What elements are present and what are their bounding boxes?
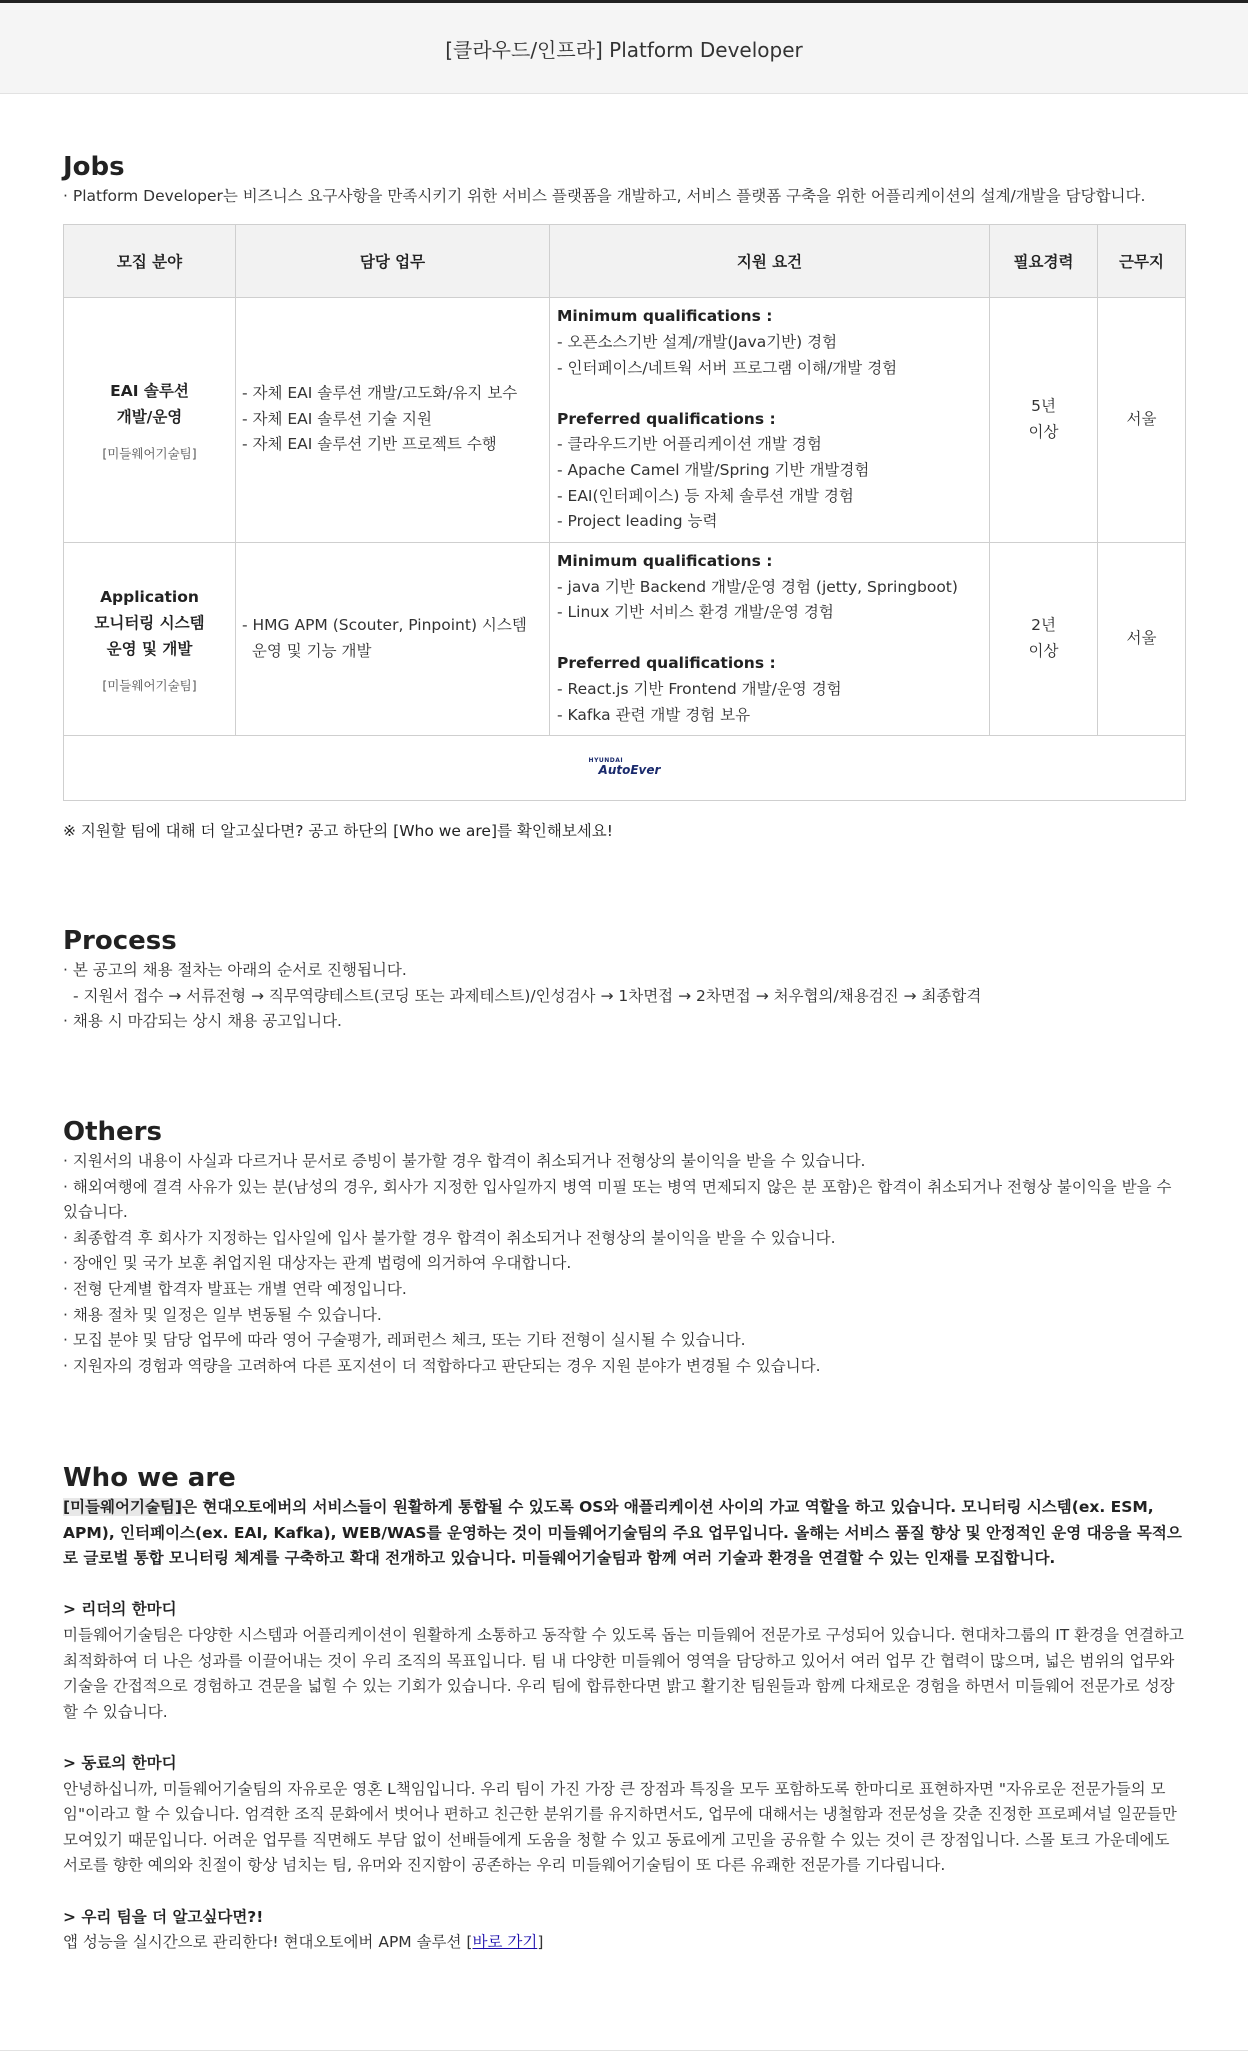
others-line: · 최종합격 후 회사가 지정하는 입사일에 입사 불가할 경우 합격이 취소되거나 전형상의 불이익을 받을 수 있습니다. (63, 1228, 836, 1247)
process-section (63, 924, 1185, 1035)
column-header: 지원 요건 (550, 224, 990, 297)
job-name-line: 운영 및 개발 (106, 639, 193, 658)
page-title: [클라우드/인프라] Platform Developer (445, 37, 803, 62)
others-line: · 장애인 및 국가 보훈 취업지원 대상자는 관계 법령에 의거하여 우대합니다. (63, 1254, 572, 1273)
more-text: 앱 성능을 실시간으로 관리한다! 현대오토에버 APM 솔루션 [ (63, 1933, 473, 1952)
more-line (63, 1930, 1185, 1956)
job-requirements-cell (550, 297, 990, 542)
job-duties-cell (236, 542, 550, 735)
pref-qual-item: - React.js 기반 Frontend 개발/운영 경험 (557, 679, 842, 698)
min-qual-item: - 인터페이스/네트웍 서버 프로그램 이해/개발 경험 (557, 358, 898, 377)
peer-heading: > 동료의 한마디 (63, 1753, 177, 1772)
job-category-name (65, 584, 234, 662)
logo-cell (64, 735, 1186, 800)
process-steps: - 지원서 접수 → 서류전형 → 직무역량테스트(코딩 또는 과제테스트)/인성검사 → 1차면접 → 2차면접 → 처우협의/채용검진 → 최종합격 (73, 986, 982, 1005)
job-requirements-cell (550, 542, 990, 735)
experience-line: 5년 (1031, 397, 1056, 415)
others-title: Others (63, 1117, 162, 1147)
job-team: [미들웨어기술팀] (102, 677, 197, 693)
table-header-row (64, 224, 1186, 297)
pref-qual-heading: Preferred qualifications : (557, 654, 776, 673)
jobs-table (63, 224, 1186, 801)
jobs-intro: · Platform Developer는 비즈니스 요구사항을 만족시키기 위한 서비스 플랫폼을 개발하고, 서비스 플랫폼 구축을 위한 어플리케이션의 설계/개발을 담당합니다. (63, 187, 1146, 205)
jobs-section (63, 150, 1185, 844)
experience-line: 2년 (1031, 616, 1056, 634)
others-line: · 해외여행에 결격 사유가 있는 분(남성의 경우, 회사가 지정한 입사일까지 병역 미필 또는 병역 면제되지 않은 분 포함)은 합격이 취소되거나 전형상 불이익을 받을 수 있습니다. (63, 1177, 1172, 1222)
job-duties-cell (236, 297, 550, 542)
logo-row (64, 735, 1186, 800)
others-section (63, 1115, 1185, 1379)
others-line: · 채용 절차 및 일정은 일부 변동될 수 있습니다. (63, 1305, 382, 1324)
duty-item: 운영 및 기능 개발 (242, 641, 372, 660)
team-tag: [미들웨어기술팀] (63, 1498, 182, 1516)
who-title: Who we are (63, 1463, 236, 1493)
job-name-line: Application (100, 587, 199, 606)
job-location-cell: 서울 (1098, 542, 1186, 735)
leader-heading: > 리더의 한마디 (63, 1600, 177, 1619)
pref-qual-item: - EAI(인터페이스) 등 자체 솔루션 개발 경험 (557, 486, 854, 505)
who-section (63, 1461, 1185, 1956)
who-intro (63, 1495, 1185, 1572)
job-category-cell (64, 297, 236, 542)
column-header: 근무지 (1098, 224, 1186, 297)
table-row (64, 542, 1186, 735)
duty-item: - 자체 EAI 솔루션 기술 지원 (242, 409, 432, 428)
job-team: [미들웨어기술팀] (102, 445, 197, 461)
pref-qual-item: - 클라우드기반 어플리케이션 개발 경험 (557, 435, 822, 454)
job-experience-cell (990, 542, 1098, 735)
min-qual-item: - Linux 기반 서비스 환경 개발/운영 경험 (557, 603, 834, 622)
min-qual-item: - java 기반 Backend 개발/운영 경험 (jetty, Springboot) (557, 577, 958, 596)
others-line: · 전형 단계별 합격자 발표는 개별 연락 예정입니다. (63, 1279, 407, 1298)
logo-text-big: AutoEver (598, 762, 661, 777)
experience-line: 이상 (1028, 422, 1059, 441)
pref-qual-item: - Apache Camel 개발/Spring 기반 개발경험 (557, 460, 870, 479)
column-header: 필요경력 (990, 224, 1098, 297)
apm-shortcut-link[interactable]: 바로 가기 (472, 1933, 538, 1952)
duty-item: - HMG APM (Scouter, Pinpoint) 시스템 (242, 616, 527, 634)
job-category-cell (64, 542, 236, 735)
more-end: ] (537, 1933, 544, 1952)
min-qual-heading: Minimum qualifications : (557, 552, 773, 571)
job-experience-cell (990, 297, 1098, 542)
pref-qual-heading: Preferred qualifications : (557, 409, 776, 428)
page-header (0, 3, 1248, 94)
team-note: ※ 지원할 팀에 대해 더 알고싶다면? 공고 하단의 [Who we are]를 확인해보세요! (63, 821, 613, 840)
job-name-line: 개발/운영 (116, 407, 183, 426)
jobs-title: Jobs (63, 152, 125, 182)
column-header: 모집 분야 (64, 224, 236, 297)
others-line: · 지원서의 내용이 사실과 다르거나 문서로 증빙이 불가할 경우 합격이 취소되거나 전형상의 불이익을 받을 수 있습니다. (63, 1152, 866, 1170)
process-line: · 본 공고의 채용 절차는 아래의 순서로 진행됩니다. (63, 961, 407, 979)
process-line: · 채용 시 마감되는 상시 채용 공고입니다. (63, 1012, 342, 1031)
bottom-border (0, 2050, 1248, 2051)
column-header: 담당 업무 (236, 224, 550, 297)
leader-text: 미들웨어기술팀은 다양한 시스템과 어플리케이션이 원활하게 소통하고 동작할 수 있도록 돕는 미들웨어 전문가로 구성되어 있습니다. 현대차그룹의 IT 환경을 연결하고 최적화하여 더 나은 성과를 이끌어내는 것이 우리 조직의 목표입니다. 팀 내 다양한 미들웨어 영역을 담당하고 있어서 여러 업무 간 협력이 많으며, 넓은 범위의 업무와 기술을 간접적으로 경험하고 견문을 넓힐 수 있는 기회가 있습니다. 우리 팀에 합류한다면 밝고 활기찬 팀원들과 함께 다채로운 경험을 하면서 미들웨어 전문가로 성장할 수 있습니다. (63, 1625, 1184, 1721)
peer-text: 안녕하십니까, 미들웨어기술팀의 자유로운 영혼 L책임입니다. 우리 팀이 가진 가장 큰 장점과 특징을 모두 포함하도록 한마디로 표현하자면 "자유로운 전문가들의 모임"이라고 할 수 있습니다. 엄격한 조직 문화에서 벗어나 편하고 친근한 분위기를 유지하면서도, 업무에 대해서는 냉철함과 전문성을 갖춘 진정한 프로페셔널 일꾼들만 모여있기 때문입니다. 어려운 업무를 직면해도 부담 없이 선배들에게 도움을 청할 수 있고 동료에게 고민을 공유할 수 있는 것이 큰 장점입니다. 스몰 토크 가운데에도 서로를 향한 예의와 친절이 항상 넘치는 팀, 유머와 진지함이 공존하는 우리 미들웨어기술팀이 또 다른 유쾌한 전문가를 기다립니다. (63, 1779, 1177, 1875)
experience-line: 이상 (1028, 641, 1059, 660)
duty-item: - 자체 EAI 솔루션 개발/고도화/유지 보수 (242, 384, 518, 403)
min-qual-item: - 오픈소스기반 설계/개발(Java기반) 경험 (557, 333, 838, 352)
job-name-line: EAI 솔루션 (110, 381, 189, 400)
pref-qual-item: - Project leading 능력 (557, 512, 718, 531)
logo-text-small: HYUNDAI (588, 756, 624, 764)
job-name-line: 모니터링 시스템 (94, 613, 205, 632)
others-line: · 모집 분야 및 담당 업무에 따라 영어 구술평가, 레퍼런스 체크, 또는 기타 전형이 실시될 수 있습니다. (63, 1331, 746, 1350)
process-title: Process (63, 926, 177, 956)
hyundai-autoever-logo (589, 758, 661, 776)
more-heading: > 우리 팀을 더 알고싶다면?! (63, 1907, 264, 1926)
pref-qual-item: - Kafka 관련 개발 경험 보유 (557, 705, 751, 724)
job-category-name (65, 378, 234, 430)
others-line: · 지원자의 경험과 역량을 고려하여 다른 포지션이 더 적합하다고 판단되는 경우 지원 분야가 변경될 수 있습니다. (63, 1356, 821, 1375)
min-qual-heading: Minimum qualifications : (557, 307, 773, 326)
duty-item: - 자체 EAI 솔루션 기반 프로젝트 수행 (242, 435, 497, 454)
who-intro-text: 은 현대오토에버의 서비스들이 원활하게 통합될 수 있도록 OS와 애플리케이션 사이의 가교 역할을 하고 있습니다. 모니터링 시스템(ex. ESM, APM), 인터페이스(ex. EAI, Kafka), WEB/WAS를 운영하는 것이 미들웨어기술팀의 주요 업무입니다. 올해는 서비스 품질 향상 및 안정적인 운영 대응을 목적으로 글로벌 통합 모니터링 체계를 구축하고 확대 전개하고 있습니다. 미들웨어기술팀과 함께 여러 기술과 환경을 연결할 수 있는 인재를 모집합니다. (63, 1498, 1182, 1568)
table-row (64, 297, 1186, 542)
job-location-cell: 서울 (1098, 297, 1186, 542)
